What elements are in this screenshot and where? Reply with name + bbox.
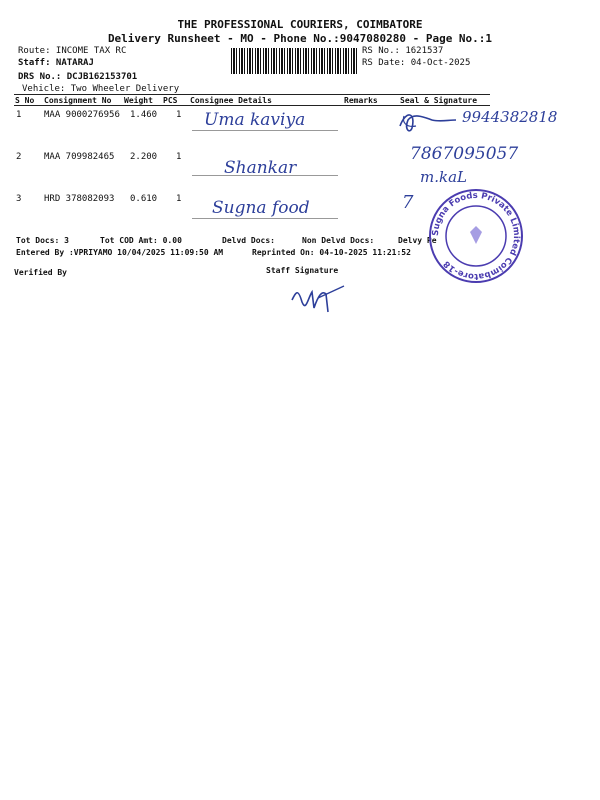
runsheet-subtitle: Delivery Runsheet - MO - Phone No.:9047080280 - Page No.:1	[107, 32, 493, 45]
header-rule-bottom	[14, 105, 490, 106]
col-sno: S No	[15, 96, 35, 105]
company-title: THE PROFESSIONAL COURIERS, COIMBATORE	[177, 18, 423, 31]
drs-number: DRS No.: DCJB162153701	[18, 72, 138, 82]
stamp-text: Sugna Foods Private Limited Coimbatore-18	[430, 190, 522, 282]
row2-consignment: MAA 709982465	[44, 152, 115, 162]
row1-underline	[192, 130, 338, 131]
row1-sno: 1	[16, 110, 22, 120]
row2-sno: 2	[16, 152, 22, 162]
staff-signature-label: Staff Signature	[266, 266, 339, 275]
rs-number: RS No.: 1621537	[362, 46, 444, 56]
barcode-image	[231, 48, 358, 74]
row2-consignee-handwriting: Shankar	[224, 158, 297, 178]
row1-consignee-handwriting: Uma kaviya	[204, 110, 306, 130]
row2-pcs: 1	[176, 152, 182, 162]
row2-extra-handwriting: m.kaL	[420, 168, 467, 186]
total-docs: Tot Docs: 3	[16, 236, 69, 245]
vehicle-label: Vehicle: Two Wheeler Delivery	[22, 84, 180, 94]
col-pcs: PCS	[163, 96, 178, 105]
row1-consignment: MAA 9000276956	[44, 110, 120, 120]
row3-consignee-handwriting: Sugna food	[212, 198, 310, 218]
row2-weight: 2.200	[130, 152, 158, 162]
row3-pcs: 1	[176, 194, 182, 204]
delivered-docs: Delvd Docs:	[222, 236, 275, 245]
row2-underline	[192, 175, 338, 176]
col-consignment: Consignment No	[44, 96, 112, 105]
row3-consignment: HRD 378082093	[44, 194, 115, 204]
row1-phone-handwriting: 9944382818	[462, 108, 558, 126]
row1-pcs: 1	[176, 110, 182, 120]
non-delivered-docs: Non Delvd Docs:	[302, 236, 375, 245]
entered-by: Entered By :VPRIYAMO 10/04/2025 11:09:50 AM	[16, 248, 224, 257]
verified-by-label: Verified By	[14, 268, 67, 277]
row1-weight: 1.460	[130, 110, 158, 120]
row2-phone-handwriting: 7867095057	[410, 144, 519, 164]
col-weight: Weight	[124, 96, 153, 105]
rs-date: RS Date: 04-Oct-2025	[362, 58, 471, 68]
row3-sno: 3	[16, 194, 22, 204]
route-label: Route: INCOME TAX RC	[18, 46, 127, 56]
reprinted-on: Reprinted On: 04-10-2025 11:21:52	[252, 248, 411, 257]
col-seal: Seal & Signature	[400, 96, 478, 105]
row3-underline	[192, 218, 338, 219]
staff-label: Staff: NATARAJ	[18, 58, 94, 68]
col-consignee: Consignee Details	[190, 96, 272, 105]
col-remarks: Remarks	[344, 96, 378, 105]
row3-weight: 0.610	[130, 194, 158, 204]
row3-seal-handwriting: 7	[402, 192, 414, 213]
delivery-person: Delvy Pe	[398, 236, 437, 245]
header-rule-top	[14, 94, 490, 95]
row1-signature-icon	[396, 108, 460, 136]
company-stamp-icon	[426, 186, 526, 286]
total-cod-amount: Tot COD Amt: 0.00	[100, 236, 182, 245]
staff-signature-icon	[288, 278, 350, 318]
